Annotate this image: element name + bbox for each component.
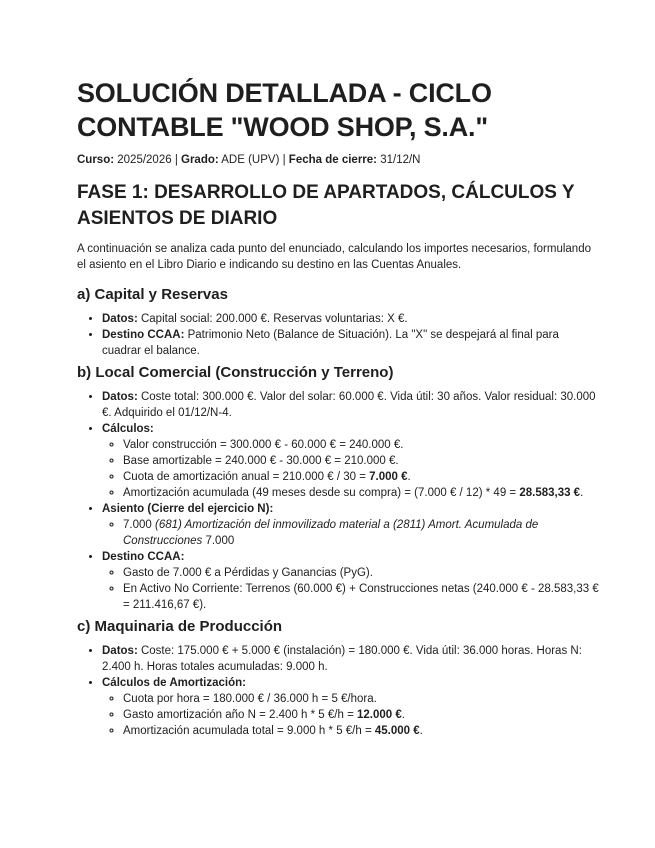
- item-text: Coste total: 300.000 €. Valor del solar: 60.000 €. Vida útil: 30 años. Valor residual: 30.000 €. Adquirido el 01/12/N-4.: [102, 391, 596, 419]
- sub-item: [123, 517, 599, 549]
- sub-item: ◦ Valor construcción = 300.000 € - 60.000 € = 240.000 €.: [123, 437, 599, 453]
- item-label: Destino CCAA:: [102, 329, 185, 341]
- item-text: Capital social: 200.000 €. Reservas voluntarias: X €.: [137, 313, 408, 325]
- sub-item-bold: 45.000 €: [374, 725, 420, 737]
- sub-list: [102, 691, 599, 739]
- list-item: [102, 501, 599, 549]
- sub-item: ◦ En Activo No Corriente: Terrenos (60.000 €) + Construcciones netas (240.000 € - 28.583,33 € = 211.416,67 €).: [123, 581, 599, 613]
- list-item: [102, 311, 599, 327]
- sub-item-italic: (681) Amortización del inmovilizado material a (2811) Amort. Acumulada de Construcciones: [123, 519, 539, 547]
- sub-item-text: .: [407, 471, 411, 483]
- section-local-comercial: [77, 363, 599, 613]
- sub-item: ◦ Gasto de 7.000 € a Pérdidas y Ganancias (PyG).: [123, 565, 599, 581]
- cierre-label: Fecha de cierre:: [288, 154, 378, 166]
- sub-item-text: Amortización acumulada (49 meses desde su compra) = (7.000 € / 12) * 49 =: [123, 487, 520, 499]
- sub-item-text: 7.000: [123, 519, 155, 531]
- item-label: Asiento (Cierre del ejercicio N):: [102, 503, 274, 515]
- curso-label: Curso:: [77, 154, 115, 166]
- section-heading: c) Maquinaria de Producción: [77, 618, 283, 635]
- item-label: Datos:: [102, 391, 138, 403]
- section-maquinaria: [77, 617, 599, 739]
- list-item: [102, 421, 599, 501]
- sub-list: [102, 437, 599, 501]
- sub-item-bold: 7.000 €: [369, 471, 408, 483]
- sub-item: [123, 707, 599, 723]
- sub-list: [102, 517, 599, 549]
- sub-list: [102, 565, 599, 613]
- sub-item: [123, 485, 599, 501]
- sub-item: [123, 469, 599, 485]
- sub-item-bold: 28.583,33 €: [519, 487, 581, 499]
- section-capital-reservas: [77, 285, 599, 359]
- phase-title: FASE 1: DESARROLLO DE APARTADOS, CÁLCULOS Y ASIENTOS DE DIARIO: [77, 182, 575, 229]
- item-label: Cálculos de Amortización:: [102, 677, 246, 689]
- document-title: SOLUCIÓN DETALLADA - CICLO CONTABLE "WOOD SHOP, S.A.": [77, 78, 492, 142]
- item-label: Cálculos:: [102, 423, 154, 435]
- sub-item-text: Amortización acumulada total = 9.000 h * 5 €/h =: [123, 725, 375, 737]
- list-item: [102, 643, 599, 675]
- sub-item: ◦ Cuota por hora = 180.000 € / 36.000 h = 5 €/hora.: [123, 691, 599, 707]
- item-text: Patrimonio Neto (Balance de Situación). La "X" se despejará al final para cuadrar el balance.: [102, 329, 559, 357]
- intro-paragraph: A continuación se analiza cada punto del enunciado, calculando los importes necesarios, formulando el asiento en el Libro Diario e indicando su destino en las Cuentas Anuales.: [77, 243, 591, 271]
- sub-item-text: .: [419, 725, 423, 737]
- bullet-list: [77, 643, 599, 739]
- item-label: Datos:: [102, 313, 138, 325]
- cierre-value: 31/12/N: [377, 154, 421, 166]
- sub-item-bold: 12.000 €: [356, 709, 402, 721]
- grado-label: Grado:: [181, 154, 219, 166]
- bullet-list: [77, 389, 599, 613]
- list-item: [102, 675, 599, 739]
- sub-item-text: .: [401, 709, 405, 721]
- curso-value: 2025/2026 |: [114, 154, 181, 166]
- sub-item-text: 7.000: [202, 535, 235, 547]
- section-heading: a) Capital y Reservas: [77, 286, 228, 303]
- item-label: Destino CCAA:: [102, 551, 185, 563]
- sub-item-text: .: [580, 487, 584, 499]
- list-item: [102, 389, 599, 421]
- sub-item: [123, 723, 599, 739]
- section-heading: b) Local Comercial (Construcción y Terreno): [77, 364, 394, 381]
- item-text: Coste: 175.000 € + 5.000 € (instalación) = 180.000 €. Vida útil: 36.000 horas. Horas N: 2.400 h. Horas totales acumuladas: 9.000 h.: [102, 645, 582, 673]
- list-item: [102, 549, 599, 613]
- sub-item: ◦ Base amortizable = 240.000 € - 30.000 € = 210.000 €.: [123, 453, 599, 469]
- sub-item-text: Gasto amortización año N = 2.400 h * 5 €/h =: [123, 709, 357, 721]
- list-item: [102, 327, 599, 359]
- sub-item-text: Cuota de amortización anual = 210.000 € / 30 =: [123, 471, 370, 483]
- grado-value: ADE (UPV) |: [218, 154, 289, 166]
- course-meta: [77, 152, 599, 168]
- bullet-list: [77, 311, 599, 359]
- item-label: Datos:: [102, 645, 138, 657]
